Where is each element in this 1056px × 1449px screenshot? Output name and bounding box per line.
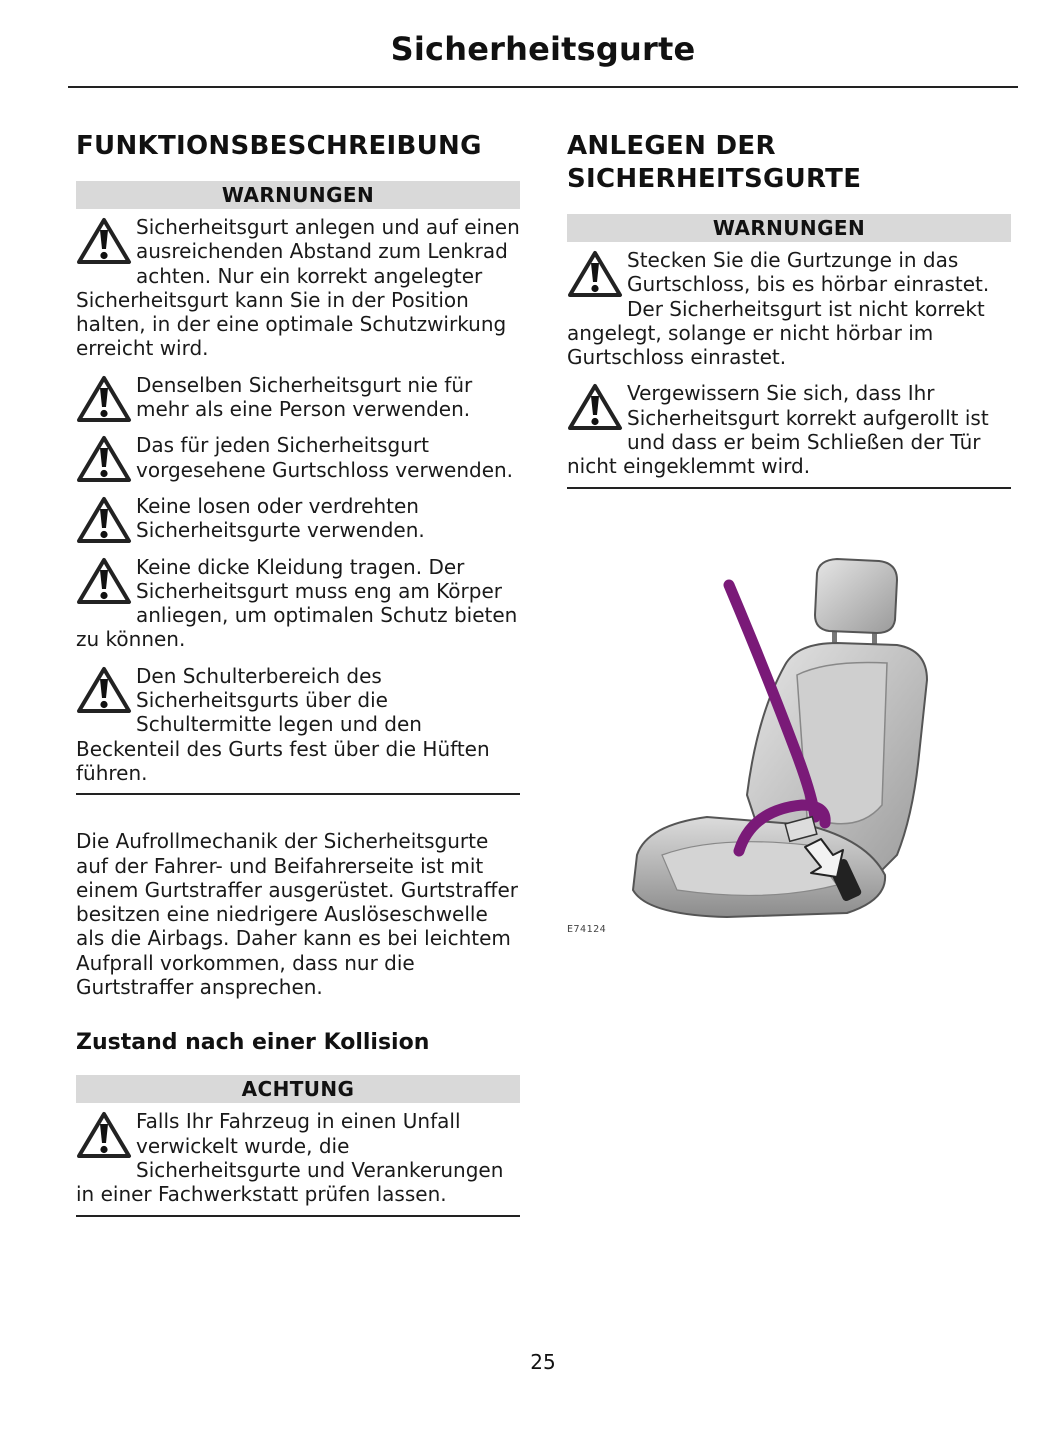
warning-triangle-icon [76, 557, 132, 605]
warning-text: Stecken Sie die Gurtzunge in das Gurtschloss, bis es hörbar einrastet. Der Sicherheitsgurt ist nicht korrekt angelegt, solange er nicht hörbar im Gurtschloss einrastet. [567, 248, 990, 370]
warning-text: Vergewissern Sie sich, dass Ihr Sicherheitsgurt korrekt aufgerollt ist und dass er beim Schließen der Tür nicht eingeklemmt wird. [567, 381, 989, 479]
section-heading-anlegen: ANLEGEN DER SICHERHEITSGURTE [567, 131, 862, 194]
warning-text: Denselben Sicherheitsgurt nie für mehr als eine Person verwenden. [136, 372, 473, 422]
warnings-box [567, 214, 1011, 489]
caution-label: ACHTUNG [76, 1075, 520, 1103]
right-column [567, 130, 1011, 489]
warning-triangle-icon [76, 1111, 132, 1159]
warnings-label: WARNUNGEN [567, 214, 1011, 242]
sub-heading-kollision: Zustand nach einer Kollision [76, 1030, 430, 1056]
warning-triangle-icon [567, 250, 623, 298]
warning-triangle-icon [76, 217, 132, 265]
warning-item [76, 664, 520, 785]
car-seat-illustration [567, 555, 947, 925]
caution-text: Falls Ihr Fahrzeug in einen Unfall verwickelt wurde, die Sicherheitsgurte und Verankerungen in einer Fachwerkstatt prüfen lassen. [76, 1109, 504, 1207]
warnings-box-end-rule [76, 793, 520, 795]
warning-triangle-icon [567, 383, 623, 431]
title-rule [68, 86, 1018, 88]
caution-item [76, 1109, 520, 1206]
figure-code: E74124 [567, 924, 607, 935]
body-paragraph: Die Aufrollmechanik der Sicherheitsgurte auf der Fahrer- und Beifahrerseite ist mit einem Gurtstraffer ausgerüstet. Gurtstraffer besitzen eine niedrigere Auslöseschwelle als die Airbags. Daher kann es bei leichtem Aufprall vorkommen, dass nur die Gurtstraffer ansprechen. [76, 829, 518, 1000]
headrest [815, 559, 897, 633]
warnings-label: WARNUNGEN [76, 181, 520, 209]
page-title: Sicherheitsgurte [390, 30, 696, 68]
warning-triangle-icon [76, 666, 132, 714]
warning-item [567, 248, 1011, 369]
section-heading-funktionsbeschreibung: FUNKTIONSBESCHREIBUNG [76, 131, 482, 161]
warning-item [76, 494, 520, 543]
left-column [76, 130, 520, 1217]
page-number: 25 [530, 1350, 556, 1374]
warning-item [76, 555, 520, 652]
warning-item [76, 433, 520, 482]
warnings-box-end-rule [567, 487, 1011, 489]
warning-text: Keine dicke Kleidung tragen. Der Sicherheitsgurt muss eng am Körper anliegen, um optimalen Schutz bieten zu können. [76, 554, 518, 652]
warning-item [76, 215, 520, 361]
seatbelt-figure [567, 555, 947, 945]
warning-triangle-icon [76, 375, 132, 423]
warning-triangle-icon [76, 435, 132, 483]
warning-text: Keine losen oder verdrehten Sicherheitsgurte verwenden. [136, 493, 425, 543]
warning-item [567, 381, 1011, 478]
warning-item [76, 373, 520, 422]
warning-triangle-icon [76, 496, 132, 544]
warnings-box [76, 181, 520, 795]
warning-text: Das für jeden Sicherheitsgurt vorgesehene Gurtschloss verwenden. [136, 433, 514, 482]
collision-section [76, 1029, 520, 1216]
warning-text: Sicherheitsgurt anlegen und auf einen ausreichenden Abstand zum Lenkrad achten. Nur ein korrekt angelegter Sicherheitsgurt kann Sie in der Position halten, in der eine optimale Schutzwirkung erreicht wird. [76, 215, 520, 361]
warning-text: Den Schulterbereich des Sicherheitsgurts über die Schultermitte legen und den Beckenteil des Gurts fest über die Hüften führen. [76, 663, 490, 785]
caution-box-end-rule [76, 1215, 520, 1217]
